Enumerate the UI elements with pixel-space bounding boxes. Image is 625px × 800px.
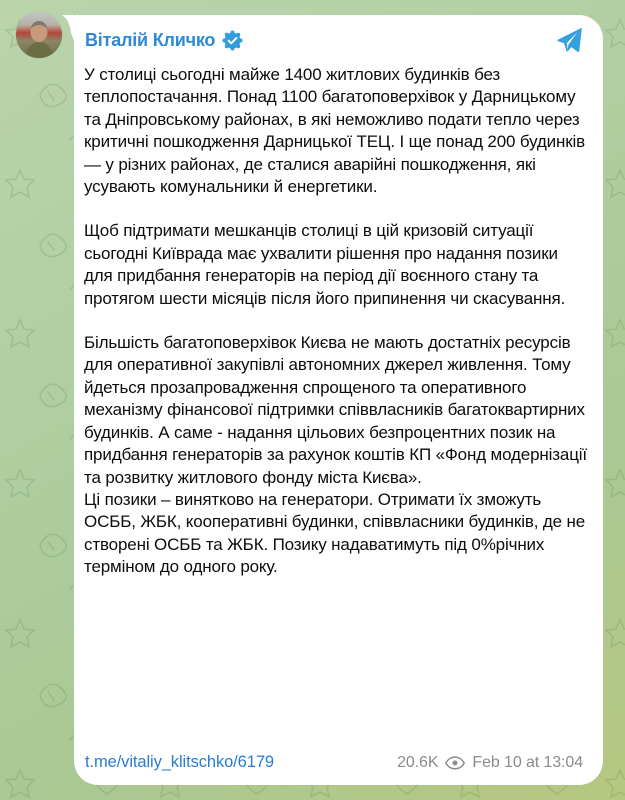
message-paragraph: У столиці сьогодні майже 1400 житлових будинків без теплопостачання. Понад 1100 багатоповерхівок у Дарницькому та Дніпровському районах, в які неможливо подати тепло через критичні пошкодження Дарницької ТЕЦ. І ще понад 200 будинків — у різних районах, де сталися аварійні пошкодження, які усувають комунальники й енергетики. bbox=[84, 65, 586, 197]
eye-icon bbox=[445, 756, 465, 770]
message-paragraph: Ці позики – винятково на генератори. Отримати їх зможуть ОСББ, ЖБК, кооперативні будинки, співвласники будинків, де не створені ОСББ та ЖБК. Позику надаватимуть під 0%річних терміном до одного року. bbox=[84, 489, 586, 577]
message-paragraph: Щоб підтримати мешканців столиці в цій кризовій ситуації сьогодні Київрада має ухвалити рішення про надання позики для придбання генераторів на період дії воєнного стану та протягом шести місяців після його припинення чи скасування. bbox=[84, 221, 566, 308]
message-meta bbox=[397, 754, 583, 772]
post-link[interactable]: t.me/vitaliy_klitschko/6179 bbox=[85, 753, 274, 771]
message-header bbox=[84, 26, 587, 53]
timestamp: Feb 10 at 13:04 bbox=[472, 753, 583, 771]
message-paragraph: Більшість багатоповерхівок Києва не мають достатніх ресурсів для оперативної закупівлі автономних джерел живлення. Тому йдеться прозапровадження спрощеного та оперативного механізму фінансової підтримки співвласників багатоквартирних будинків. А саме - надання цільових безпроцентних позик на придбання генераторів за рахунок коштів КП «Фонд модернізації та розвитку житлового фонду міста Києва». bbox=[84, 333, 588, 487]
channel-name[interactable]: Віталій Кличко bbox=[85, 29, 216, 50]
channel-avatar[interactable] bbox=[16, 12, 62, 58]
telegram-plane-icon[interactable] bbox=[555, 26, 584, 53]
verified-badge-icon bbox=[222, 30, 243, 51]
view-count: 20.6K bbox=[397, 753, 439, 771]
message-footer bbox=[84, 753, 587, 772]
avatar-portrait bbox=[16, 12, 62, 58]
message-bubble bbox=[74, 15, 603, 785]
message-text bbox=[84, 64, 589, 579]
